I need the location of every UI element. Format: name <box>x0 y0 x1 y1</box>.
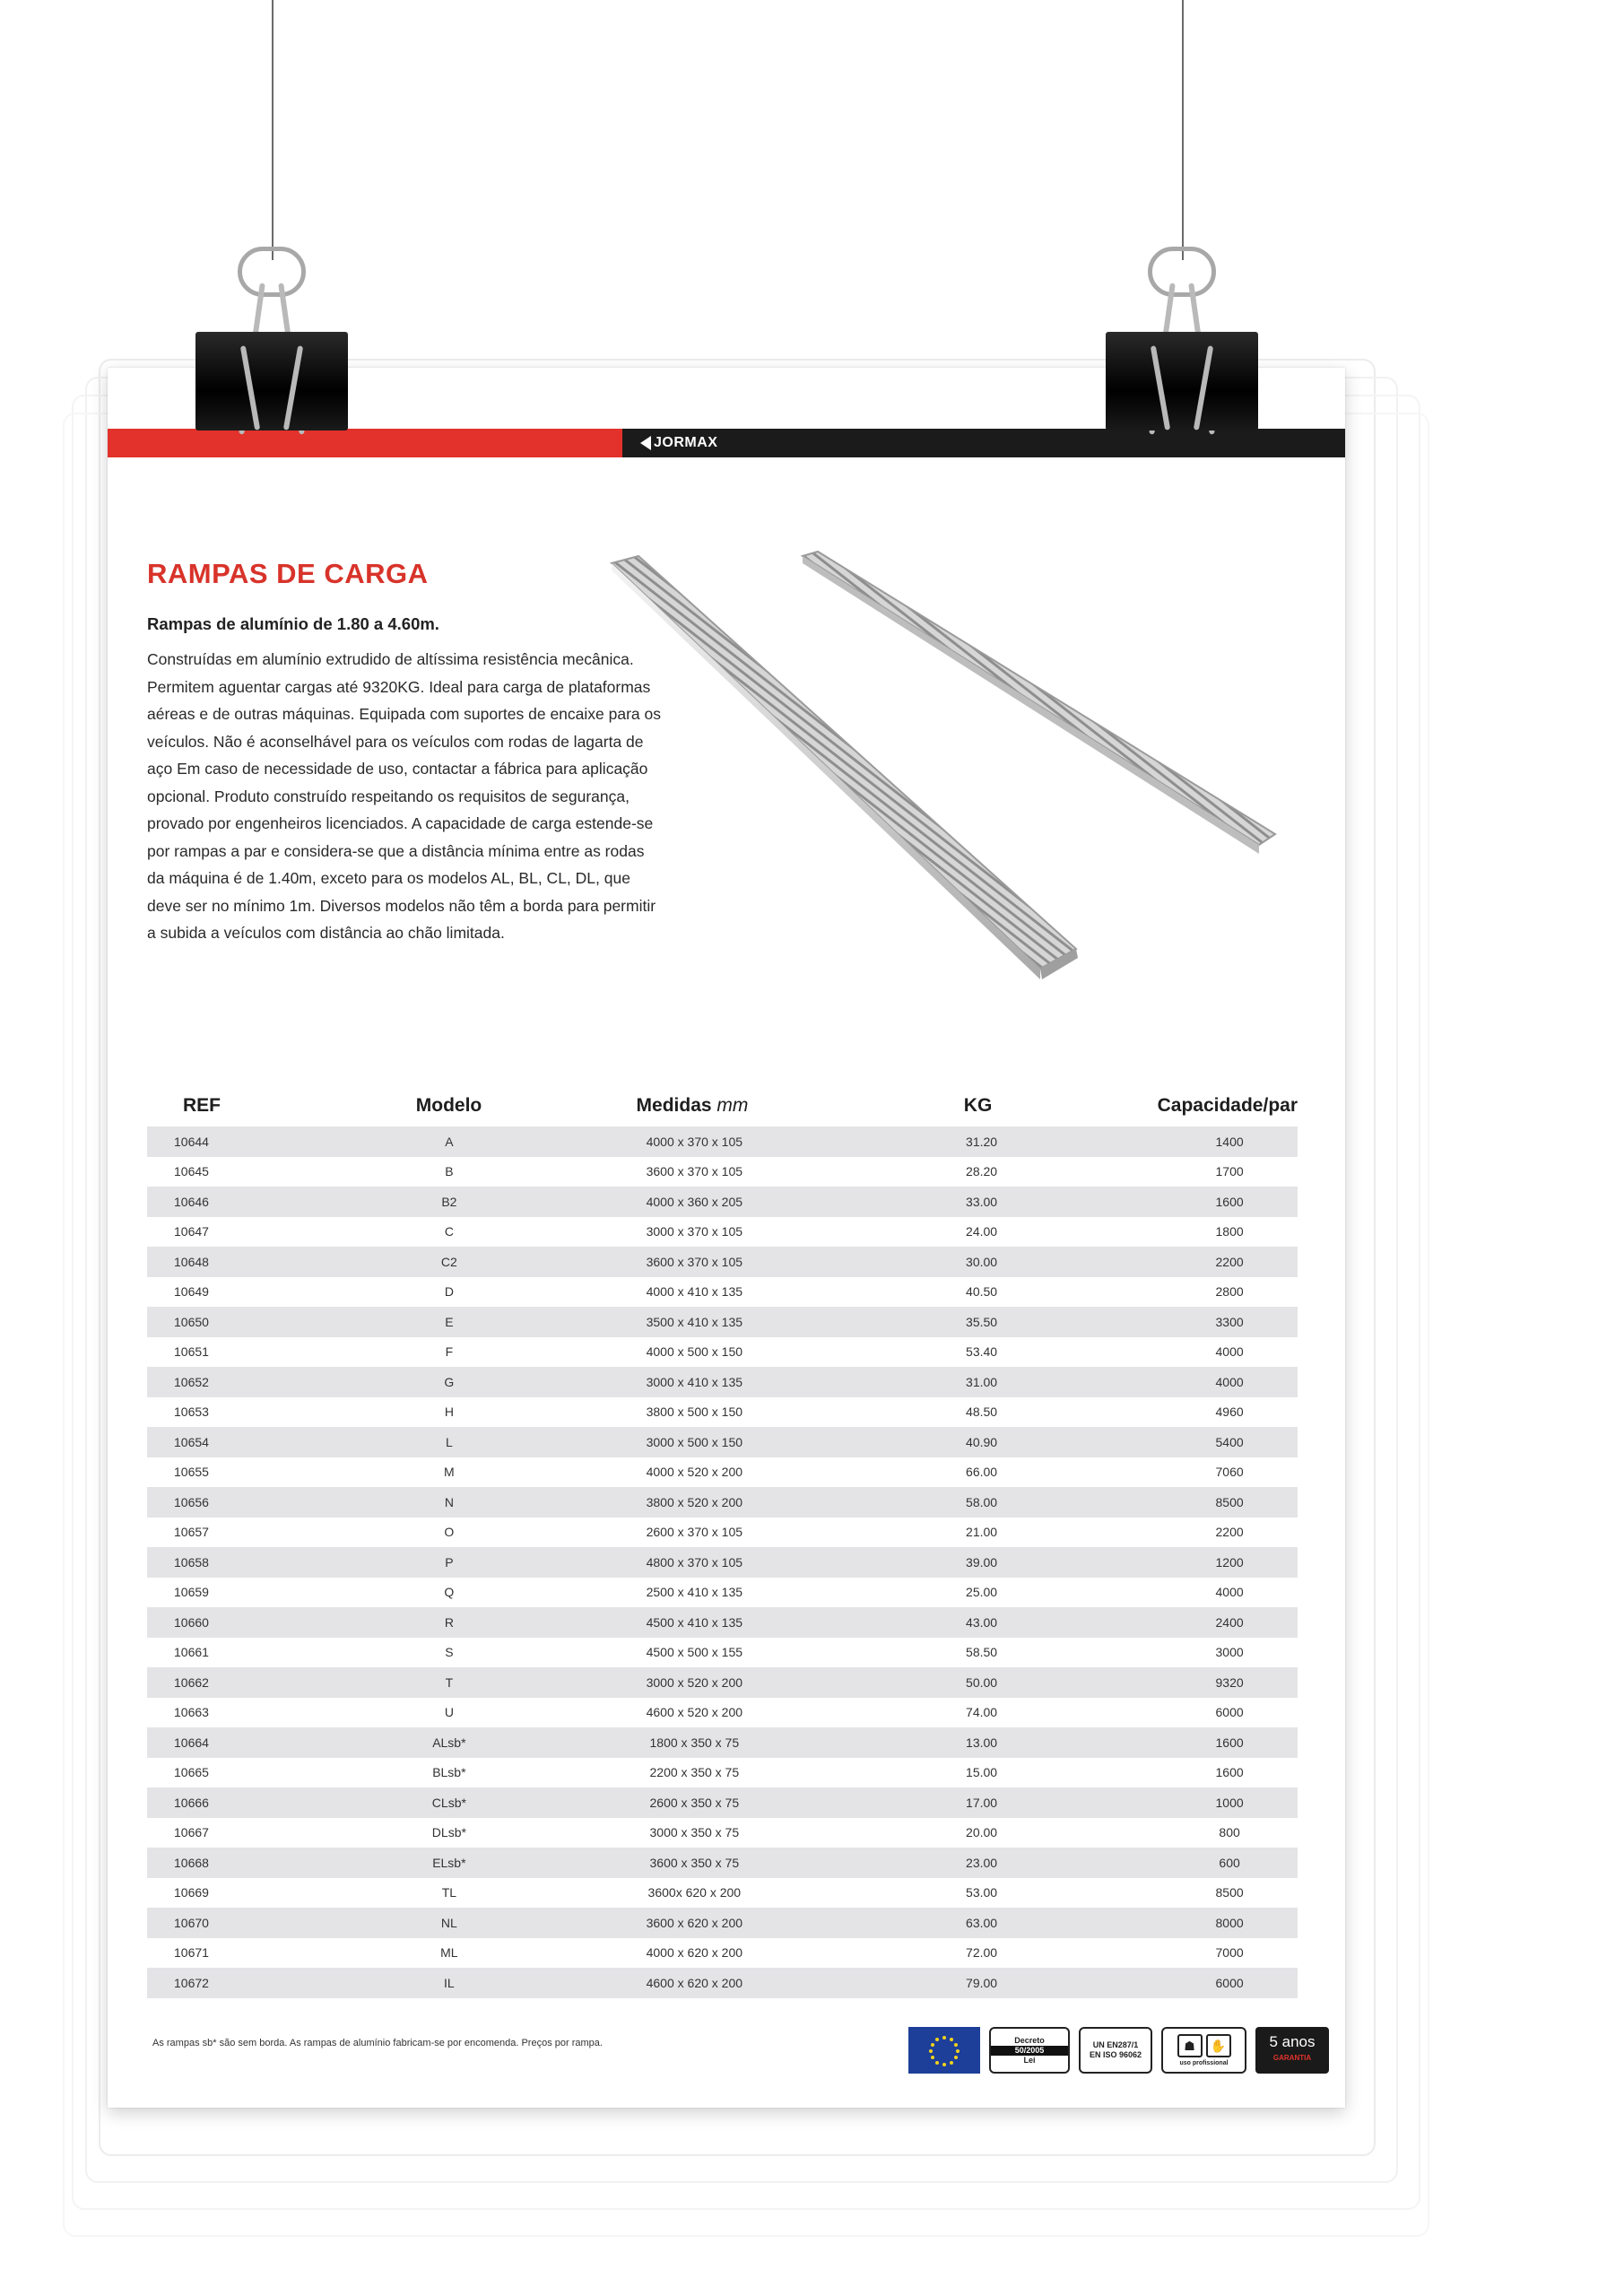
cell-modelo: C <box>444 1224 454 1239</box>
cell-capacidade: 2800 <box>1215 1284 1244 1300</box>
table-row <box>147 1848 1298 1878</box>
cell-ref: 10644 <box>174 1134 209 1149</box>
cell-modelo: CLsb* <box>431 1795 466 1810</box>
cell-modelo: Q <box>444 1585 455 1600</box>
eu-flag-icon <box>908 2027 980 2074</box>
table-row <box>147 1938 1298 1969</box>
cell-ref: 10658 <box>174 1554 209 1570</box>
cell-capacidade: 9320 <box>1215 1674 1244 1690</box>
cell-capacidade: 3300 <box>1215 1314 1244 1329</box>
binder-clip-right <box>1106 247 1258 430</box>
cell-medidas: 1800 x 350 x 75 <box>649 1735 740 1750</box>
cell-kg: 66.00 <box>966 1465 998 1480</box>
cell-modelo: B <box>445 1164 454 1179</box>
cell-ref: 10657 <box>174 1525 209 1540</box>
table-row <box>147 1307 1298 1337</box>
table-row <box>147 1667 1298 1698</box>
cell-modelo: ML <box>440 1945 458 1961</box>
cell-ref: 10667 <box>174 1825 209 1840</box>
cell-modelo: S <box>445 1645 454 1660</box>
table-row <box>147 1578 1298 1608</box>
table-row <box>147 1547 1298 1578</box>
cell-ref: 10669 <box>174 1885 209 1900</box>
cell-capacidade: 2200 <box>1215 1254 1244 1269</box>
page-title: RAMPAS DE CARGA <box>147 558 429 589</box>
cell-kg: 15.00 <box>966 1765 998 1780</box>
cell-kg: 13.00 <box>966 1735 998 1750</box>
cell-medidas: 4500 x 500 x 155 <box>646 1645 743 1660</box>
cell-kg: 35.50 <box>966 1314 998 1329</box>
cell-medidas: 2200 x 350 x 75 <box>649 1765 740 1780</box>
cell-modelo: A <box>445 1134 454 1149</box>
cell-modelo: P <box>445 1554 454 1570</box>
cell-medidas: 4000 x 520 x 200 <box>646 1465 743 1480</box>
cell-capacidade: 8500 <box>1215 1494 1244 1509</box>
cell-capacidade: 4960 <box>1215 1405 1244 1420</box>
cell-medidas: 4800 x 370 x 105 <box>646 1554 743 1570</box>
product-description: Construídas em alumínio extrudido de altíssima resistência mecânica. Permitem aguentar cargas até 9320KG. Ideal para carga de plataformas aéreas e de outras máquinas. Equipada com suportes de encaixe para os veículos. Não é aconselhável para os veículos com rodas de lagarta de aço Em caso de necessidade de uso, contactar a fábrica para aplicação opcional. Produto construído respeitando os requisitos de segurança, provado por engenheiros licenciados. A capacidade de carga estende-se por rampas a par e considera-se que a distância mínima entre as rodas da máquina é de 1.40m, exceto para os modelos AL, BL, CL, DL, que deve ser no mínimo 1m. Diversos modelos não têm a borda para permitir a subida a veículos com distância ao chão limitada. <box>147 650 661 942</box>
cell-ref: 10664 <box>174 1735 209 1750</box>
cell-capacidade: 6000 <box>1215 1975 1244 1990</box>
cell-kg: 63.00 <box>966 1915 998 1930</box>
table-row <box>147 1607 1298 1638</box>
guarantee-label: GARANTIA <box>1272 2054 1312 2062</box>
product-sheet <box>108 368 1345 2108</box>
header-bar-red <box>108 429 622 457</box>
header-capacidade: Capacidade/par <box>1157 1095 1298 1116</box>
cell-capacidade: 1600 <box>1215 1194 1244 1209</box>
cell-capacidade: 4000 <box>1215 1374 1244 1389</box>
cell-capacidade: 1400 <box>1215 1134 1244 1149</box>
table-row <box>147 1157 1298 1187</box>
cell-capacidade: 1200 <box>1215 1554 1244 1570</box>
cell-medidas: 4000 x 360 x 205 <box>646 1194 743 1209</box>
worker-icon: ☗ <box>1177 2034 1203 2057</box>
eu-stars-icon <box>908 2027 980 2074</box>
hanging-wire-right <box>1182 0 1184 260</box>
cell-capacidade: 1800 <box>1215 1224 1244 1239</box>
table-row <box>147 1818 1298 1848</box>
cell-medidas: 3000 x 370 x 105 <box>646 1224 743 1239</box>
cell-modelo: NL <box>440 1915 457 1930</box>
table-row <box>147 1968 1298 1998</box>
decreto-number: 50/2005 <box>991 2046 1068 2056</box>
cell-medidas: 4000 x 410 x 135 <box>646 1284 743 1300</box>
cell-medidas: 2500 x 410 x 135 <box>646 1585 743 1600</box>
cell-ref: 10649 <box>174 1284 209 1300</box>
cell-capacidade: 4000 <box>1215 1344 1244 1360</box>
cell-capacidade: 2400 <box>1215 1614 1244 1630</box>
cell-modelo: TL <box>441 1885 457 1900</box>
table-row <box>147 1727 1298 1758</box>
table-row <box>147 1487 1298 1518</box>
header-kg: KG <box>963 1095 993 1116</box>
cell-kg: 28.20 <box>966 1164 998 1179</box>
cell-medidas: 3000 x 520 x 200 <box>646 1674 743 1690</box>
cell-medidas: 4000 x 620 x 200 <box>646 1945 743 1961</box>
decreto-lei: Lei <box>1023 2055 1036 2065</box>
cell-capacidade: 600 <box>1219 1855 1240 1870</box>
cell-ref: 10656 <box>174 1494 209 1509</box>
page-subtitle: Rampas de alumínio de 1.80 a 4.60m. <box>147 614 439 633</box>
brand-name: JORMAX <box>654 435 718 450</box>
table-row <box>147 1908 1298 1938</box>
ramps-product-image <box>610 529 1327 1013</box>
cell-kg: 23.00 <box>966 1855 998 1870</box>
cell-capacidade: 7000 <box>1215 1945 1244 1961</box>
cell-modelo: O <box>444 1525 455 1540</box>
cell-medidas: 3500 x 410 x 135 <box>646 1314 743 1329</box>
clip-body <box>195 332 348 430</box>
en-line-1: UN EN287/1 <box>1092 2040 1139 2049</box>
table-body <box>147 1126 1298 1998</box>
table-row <box>147 1397 1298 1428</box>
hanging-wire-left <box>272 0 274 260</box>
cell-modelo: R <box>444 1614 454 1630</box>
professional-use-icons <box>1177 2034 1231 2057</box>
cell-ref: 10668 <box>174 1855 209 1870</box>
cell-capacidade: 1600 <box>1215 1735 1244 1750</box>
cell-modelo: B2 <box>441 1194 457 1209</box>
cell-kg: 72.00 <box>966 1945 998 1961</box>
cell-medidas: 3600 x 370 x 105 <box>646 1164 743 1179</box>
table-header <box>147 1085 1298 1126</box>
table-row <box>147 1427 1298 1457</box>
cell-ref: 10650 <box>174 1314 209 1329</box>
cell-capacidade: 1000 <box>1215 1795 1244 1810</box>
cell-medidas: 3600 x 620 x 200 <box>646 1915 743 1930</box>
cell-capacidade: 1600 <box>1215 1765 1244 1780</box>
professional-use-badge <box>1161 2027 1246 2074</box>
cell-medidas: 4000 x 370 x 105 <box>646 1134 743 1149</box>
cell-ref: 10662 <box>174 1674 209 1690</box>
cell-capacidade: 8500 <box>1215 1885 1244 1900</box>
cell-medidas: 3600 x 370 x 105 <box>646 1254 743 1269</box>
brand-mark-icon <box>640 436 651 450</box>
table-row <box>147 1187 1298 1217</box>
table-row <box>147 1758 1298 1788</box>
cell-kg: 31.20 <box>966 1134 998 1149</box>
cell-medidas: 3000 x 500 x 150 <box>646 1434 743 1449</box>
cell-modelo: ALsb* <box>432 1735 466 1750</box>
cell-ref: 10670 <box>174 1915 209 1930</box>
cell-capacidade: 7060 <box>1215 1465 1244 1480</box>
table-row <box>147 1337 1298 1368</box>
cell-ref: 10659 <box>174 1585 209 1600</box>
cell-medidas: 3600 x 350 x 75 <box>649 1855 740 1870</box>
header-medidas: Medidas mm <box>636 1095 749 1116</box>
en-standard-badge <box>1079 2027 1152 2074</box>
professional-use-label: uso profissional <box>1179 2060 1229 2066</box>
cell-medidas: 3800 x 500 x 150 <box>646 1405 743 1420</box>
cell-kg: 40.50 <box>966 1284 998 1300</box>
cell-ref: 10661 <box>174 1645 209 1660</box>
cell-modelo: DLsb* <box>431 1825 466 1840</box>
table-row <box>147 1457 1298 1488</box>
cell-capacidade: 800 <box>1219 1825 1240 1840</box>
cell-ref: 10655 <box>174 1465 209 1480</box>
cell-medidas: 2600 x 350 x 75 <box>649 1795 740 1810</box>
cell-medidas: 3800 x 520 x 200 <box>646 1494 743 1509</box>
cell-kg: 48.50 <box>966 1405 998 1420</box>
cell-modelo: C2 <box>440 1254 457 1269</box>
clip-ring <box>1148 247 1216 297</box>
cell-kg: 30.00 <box>966 1254 998 1269</box>
cell-ref: 10654 <box>174 1434 209 1449</box>
cell-ref: 10663 <box>174 1705 209 1720</box>
cell-ref: 10648 <box>174 1254 209 1269</box>
cell-kg: 58.50 <box>966 1645 998 1660</box>
cell-medidas: 4500 x 410 x 135 <box>646 1614 743 1630</box>
cell-ref: 10672 <box>174 1975 209 1990</box>
cell-modelo: IL <box>444 1975 455 1990</box>
decreto-top: Decreto <box>1014 2035 1045 2045</box>
cell-capacidade: 2200 <box>1215 1525 1244 1540</box>
cell-capacidade: 3000 <box>1215 1645 1244 1660</box>
cell-ref: 10671 <box>174 1945 209 1961</box>
cell-ref: 10666 <box>174 1795 209 1810</box>
cell-ref: 10652 <box>174 1374 209 1389</box>
cell-kg: 40.90 <box>966 1434 998 1449</box>
cell-medidas: 4000 x 500 x 150 <box>646 1344 743 1360</box>
table-row <box>147 1698 1298 1728</box>
cell-ref: 10645 <box>174 1164 209 1179</box>
cell-capacidade: 6000 <box>1215 1705 1244 1720</box>
table-row <box>147 1518 1298 1548</box>
header-ref: REF <box>183 1095 221 1116</box>
cell-medidas: 4600 x 620 x 200 <box>646 1975 743 1990</box>
cell-modelo: ELsb* <box>432 1855 466 1870</box>
cell-modelo: D <box>444 1284 454 1300</box>
cell-modelo: G <box>444 1374 455 1389</box>
table-row <box>147 1787 1298 1818</box>
cell-medidas: 4600 x 520 x 200 <box>646 1705 743 1720</box>
en-line-2: EN ISO 96062 <box>1089 2050 1142 2059</box>
header-modelo: Modelo <box>415 1095 482 1116</box>
cell-kg: 79.00 <box>966 1975 998 1990</box>
cell-kg: 58.00 <box>966 1494 998 1509</box>
cell-kg: 74.00 <box>966 1705 998 1720</box>
cell-modelo: H <box>444 1405 454 1420</box>
cell-modelo: BLsb* <box>432 1765 466 1780</box>
cell-kg: 20.00 <box>966 1825 998 1840</box>
guarantee-years: 5 anos <box>1269 2033 1316 2050</box>
cell-ref: 10653 <box>174 1405 209 1420</box>
cell-modelo: M <box>444 1465 455 1480</box>
decreto-badge <box>989 2027 1070 2074</box>
cell-modelo: F <box>445 1344 454 1360</box>
header-bar <box>108 429 1345 457</box>
cell-kg: 39.00 <box>966 1554 998 1570</box>
cell-kg: 33.00 <box>966 1194 998 1209</box>
table-row <box>147 1247 1298 1277</box>
cell-ref: 10665 <box>174 1765 209 1780</box>
table-row <box>147 1878 1298 1909</box>
cell-modelo: E <box>445 1314 454 1329</box>
table-row <box>147 1126 1298 1157</box>
cell-kg: 53.40 <box>966 1344 998 1360</box>
cell-kg: 17.00 <box>966 1795 998 1810</box>
table-row <box>147 1277 1298 1308</box>
binder-clip-left <box>195 247 348 430</box>
cell-ref: 10651 <box>174 1344 209 1360</box>
cell-medidas: 3000 x 410 x 135 <box>646 1374 743 1389</box>
cell-modelo: N <box>444 1494 454 1509</box>
cell-ref: 10646 <box>174 1194 209 1209</box>
cell-kg: 25.00 <box>966 1585 998 1600</box>
hand-icon: ✋ <box>1206 2034 1231 2057</box>
cell-capacidade: 8000 <box>1215 1915 1244 1930</box>
clip-ring <box>238 247 306 297</box>
cell-kg: 24.00 <box>966 1224 998 1239</box>
cell-kg: 50.00 <box>966 1674 998 1690</box>
certification-badges <box>908 2027 1329 2074</box>
cell-ref: 10660 <box>174 1614 209 1630</box>
cell-kg: 21.00 <box>966 1525 998 1540</box>
table-row <box>147 1217 1298 1248</box>
ramps-table <box>147 1085 1298 1998</box>
footnote: As rampas sb* são sem borda. As rampas de alumínio fabricam-se por encomenda. Preços por rampa. <box>152 2038 603 2048</box>
cell-medidas: 3000 x 350 x 75 <box>649 1825 740 1840</box>
cell-modelo: U <box>444 1705 454 1720</box>
cell-kg: 43.00 <box>966 1614 998 1630</box>
cell-capacidade: 1700 <box>1215 1164 1244 1179</box>
header-bar-dark <box>622 429 1345 457</box>
cell-modelo: T <box>445 1674 454 1690</box>
cell-kg: 53.00 <box>966 1885 998 1900</box>
cell-medidas: 2600 x 370 x 105 <box>646 1525 743 1540</box>
cell-medidas: 3600x 620 x 200 <box>647 1885 742 1900</box>
cell-modelo: L <box>445 1434 453 1449</box>
brand-logo <box>640 435 717 451</box>
table-row <box>147 1367 1298 1397</box>
cell-ref: 10647 <box>174 1224 209 1239</box>
table-row <box>147 1638 1298 1668</box>
cell-kg: 31.00 <box>966 1374 998 1389</box>
clip-body <box>1106 332 1258 430</box>
cell-capacidade: 4000 <box>1215 1585 1244 1600</box>
guarantee-badge <box>1255 2027 1329 2074</box>
cell-capacidade: 5400 <box>1215 1434 1244 1449</box>
